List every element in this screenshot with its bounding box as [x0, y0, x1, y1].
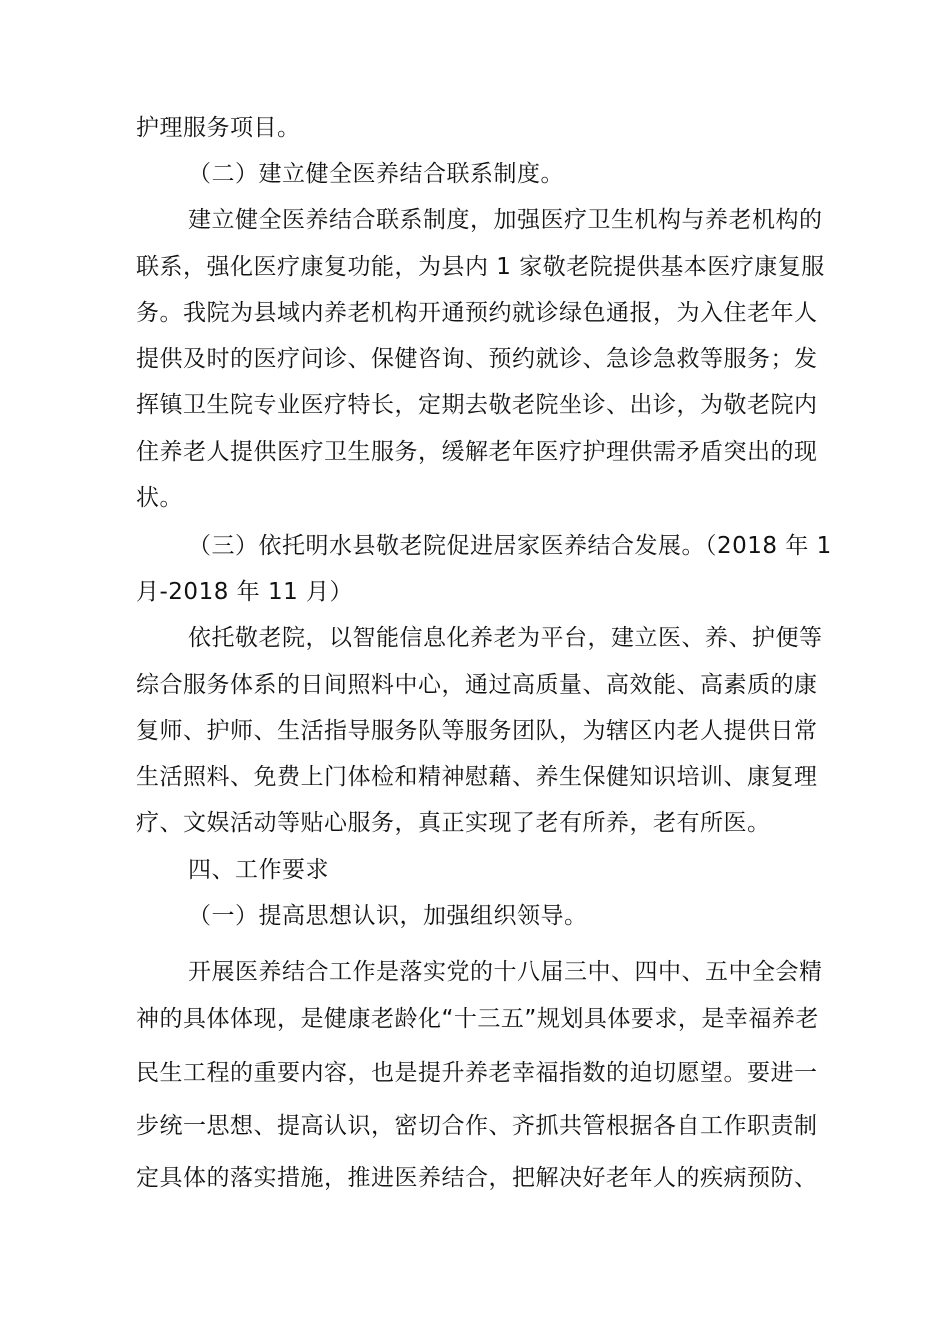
subheading-3-continued: 月-2018 年 11 月）	[136, 579, 354, 605]
text-line: 护理服务项目。	[136, 115, 301, 141]
subheading-2: （二）建立健全医养结合联系制度。	[188, 161, 564, 187]
paragraph-line: 复师、护师、生活指导服务队等服务团队，为辖区内老人提供日常	[136, 718, 818, 744]
paragraph-line: 挥镇卫生院专业医疗特长，定期去敬老院坐诊、出诊，为敬老院内	[136, 392, 818, 418]
paragraph-line: 依托敬老院，以智能信息化养老为平台，建立医、养、护便等	[188, 625, 823, 651]
section-heading: 四、工作要求	[188, 857, 329, 883]
paragraph-line: 疗、文娱活动等贴心服务，真正实现了老有所养，老有所医。	[136, 810, 771, 836]
paragraph-line: 提供及时的医疗问诊、保健咨询、预约就诊、急诊急救等服务；发	[136, 346, 818, 372]
paragraph-line: 生活照料、免费上门体检和精神慰藉、养生保健知识培训、康复理	[136, 764, 818, 790]
paragraph-line: 步统一思想、提高认识，密切合作、齐抓共管根据各自工作职责制	[136, 1113, 818, 1139]
paragraph-line: 定具体的落实措施，推进医养结合，把解决好老年人的疾病预防、	[136, 1165, 818, 1191]
subheading-1: （一）提高思想认识，加强组织领导。	[188, 903, 588, 929]
paragraph-line: 联系，强化医疗康复功能，为县内 1 家敬老院提供基本医疗康复服	[136, 254, 825, 280]
paragraph-line: 务。我院为县域内养老机构开通预约就诊绿色通报，为入住老年人	[136, 300, 818, 326]
paragraph-line: 建立健全医养结合联系制度，加强医疗卫生机构与养老机构的	[188, 207, 823, 233]
paragraph-line: 神的具体体现，是健康老龄化“十三五”规划具体要求，是幸福养老	[136, 1006, 819, 1032]
paragraph-line: 开展医养结合工作是落实党的十八届三中、四中、五中全会精	[188, 959, 823, 985]
paragraph-line: 住养老人提供医疗卫生服务，缓解老年医疗护理供需矛盾突出的现	[136, 439, 818, 465]
paragraph-line: 民生工程的重要内容，也是提升养老幸福指数的迫切愿望。要进一	[136, 1060, 818, 1086]
subheading-3: （三）依托明水县敬老院促进居家医养结合发展。（2018 年 1	[188, 533, 832, 559]
paragraph-line: 综合服务体系的日间照料中心，通过高质量、高效能、高素质的康	[136, 672, 818, 698]
paragraph-line: 状。	[136, 485, 183, 511]
